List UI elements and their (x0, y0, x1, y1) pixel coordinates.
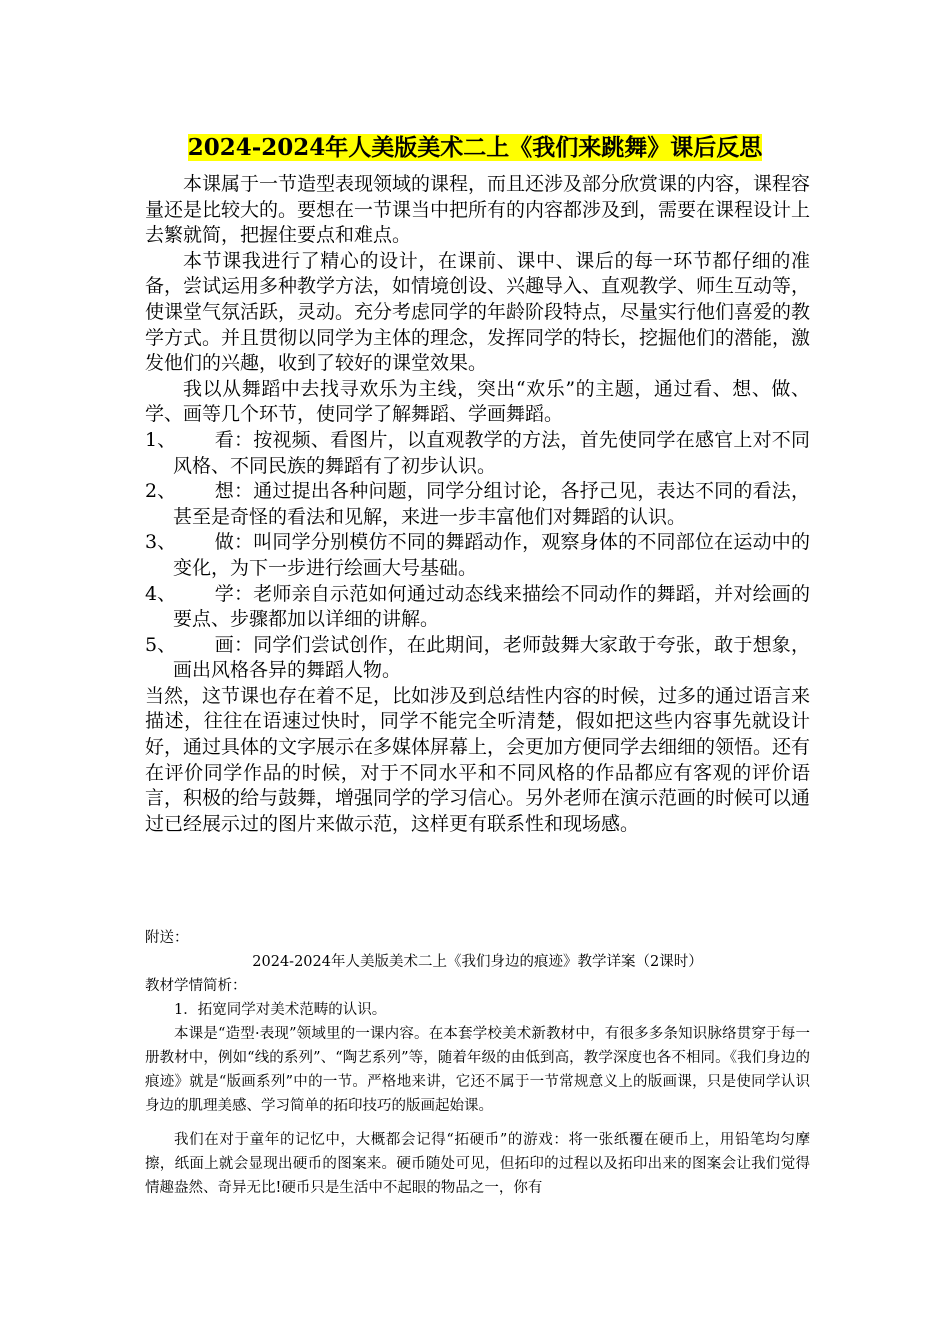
appendix-title: 2024-2024年人美版美术二上《我们身边的痕迹》教学详案（2课时） (252, 954, 703, 970)
appendix-label: 附送： (145, 930, 189, 946)
document-title: 2024-2024年人美版美术二上《我们来跳舞》课后反思 (187, 134, 763, 161)
list-text: 做：叫同学分别模仿不同的舞蹈动作，观察身体的不同部位在运动中的变化，为下一步进行绘画大号基础。 (173, 531, 810, 579)
list-number: 2、 (145, 480, 177, 503)
list-text: 想：通过提出各种问题，同学分组讨论，各抒己见，表达不同的看法，甚至是奇怪的看法和见解，来进一步丰富他们对舞蹈的认识。 (173, 480, 810, 528)
list-item (145, 582, 810, 633)
list-number: 5、 (145, 633, 177, 656)
paragraph: 本节课我进行了精心的设计，在课前、课中、课后的每一环节都仔细的准备，尝试运用多种教学方法，如情境创设、兴趣导入、直观教学、师生互动等，使课堂气氛活跃，灵动。充分考虑同学的年龄阶段特点，尽量实行他们喜爱的教学方式。并且贯彻以同学为主体的理念，发挥同学的特长，挖掘他们的潜能，激发他们的兴趣，收到了较好的课堂效果。 (145, 249, 811, 375)
list-item (145, 633, 810, 684)
list-item (145, 530, 810, 581)
list-number: 3、 (145, 531, 177, 554)
appendix-paragraph: 我们在对于童年的记忆中，大概都会记得“拓硬币”的游戏：将一张纸覆在硬币上，用铅笔均匀摩擦，纸面上就会显现出硬币的图案来。硬币随处可见，但拓印的过程以及拓印出来的图案会让我们觉得情趣盎然、奇异无比!硬币只是生活中不起眼的物品之一，你有 (145, 1132, 810, 1196)
appendix-paragraph: 本课是“造型·表现”领域里的一课内容。在本套学校美术新教材中，有很多多条知识脉络贯穿于每一册教材中，例如“线的系列”、“陶艺系列”等，随着年级的由低到高，教学深度也各不相同。《我们身边的痕迹》就是“版画系列”中的一节。严格地来讲，它还不属于一节常规意义上的版画课，只是使同学认识身边的肌理美感、学习简单的拓印技巧的版画起始课。 (145, 1026, 810, 1114)
paragraph: 本课属于一节造型表现领域的课程，而且还涉及部分欣赏课的内容，课程容量还是比较大的。要想在一节课当中把所有的内容都涉及到，需要在课程设计上去繁就简，把握住要点和难点。 (145, 173, 811, 247)
appendix-section (145, 926, 810, 1200)
list-item (145, 428, 810, 479)
main-body (145, 172, 810, 837)
list-number: 4、 (145, 582, 177, 605)
paragraph: 我以从舞蹈中去找寻欢乐为主线，突出“欢乐”的主题，通过看、想、做、学、画等几个环节，使同学了解舞蹈、学画舞蹈。 (145, 377, 810, 426)
closing-paragraph: 当然，这节课也存在着不足，比如涉及到总结性内容的时候，过多的通过语言来描述，往往在语速过快时，同学不能完全听清楚，假如把这些内容事先就设计好，通过具体的文字展示在多媒体屏幕上，会更加方便同学去细细的领悟。还有在评价同学作品的时候，对于不同水平和不同风格的作品都应有客观的评价语言，积极的给与鼓舞，增强同学的学习信心。另外老师在演示范画的时候可以通过已经展示过的图片来做示范，这样更有联系性和现场感。 (145, 684, 811, 835)
list-text: 学：老师亲自示范如何通过动态线来描绘不同动作的舞蹈，并对绘画的要点、步骤都加以详细的讲解。 (173, 582, 810, 631)
list-text: 看：按视频、看图片，以直观教学的方法，首先使同学在感官上对不同风格、不同民族的舞蹈有了初步认识。 (173, 428, 810, 477)
appendix-section-heading: 教材学情简析： (145, 978, 247, 994)
appendix-item: 1．拓宽同学对美术范畴的认识。 (174, 1002, 387, 1018)
list-text: 画：同学们尝试创作，在此期间，老师鼓舞大家敢于夸张，敢于想象，画出风格各异的舞蹈人物。 (173, 633, 810, 682)
list-item (145, 479, 810, 530)
list-number: 1、 (145, 428, 177, 451)
